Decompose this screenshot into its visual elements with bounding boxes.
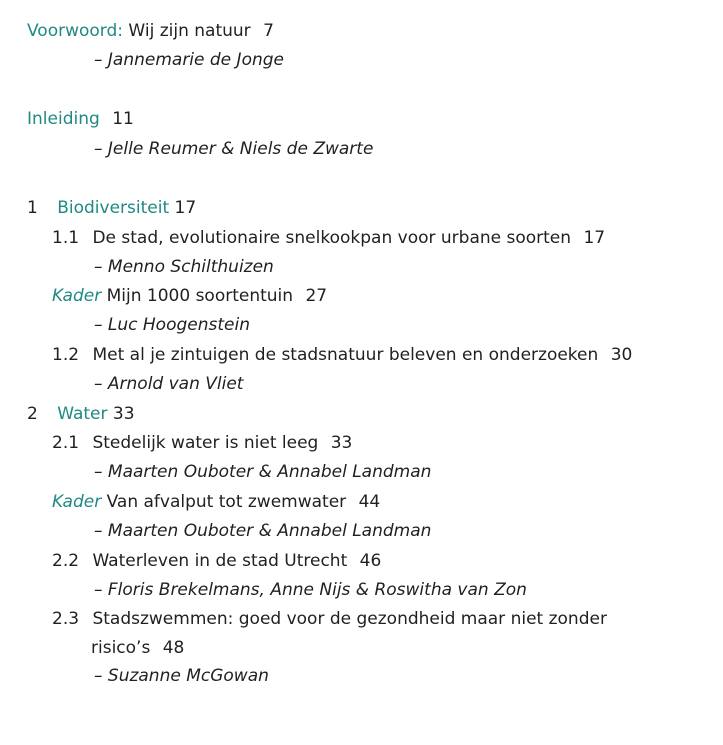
entry-author: – Jelle Reumer & Niels de Zwarte [94,139,374,159]
page-number: 44 [358,492,381,512]
chapter-heading [27,197,196,219]
chapter-title: Water [57,404,108,424]
toc-entry [52,344,632,366]
page-number: 33 [112,404,135,424]
entry-author: – Menno Schilthuizen [94,257,274,277]
entry-title: Van afvalput tot zwemwater [106,492,347,512]
entry-number: 2.3 [52,609,80,629]
page-number: 17 [583,228,606,248]
toc-entry-kader [52,285,327,307]
entry-title: Wij zijn natuur [128,21,251,41]
page-number: 46 [359,551,382,571]
page-number: 11 [112,109,134,129]
chapter-number: 1 [27,198,38,218]
entry-number: 1.1 [52,228,80,248]
entry-number: 1.2 [52,345,80,365]
chapter-number: 2 [27,404,38,424]
page-number: 17 [174,198,197,218]
page-number: 27 [305,286,328,306]
toc-entry [52,432,352,454]
toc-entry-continuation [91,637,184,659]
entry-author: – Luc Hoogenstein [94,315,250,335]
page-number: 7 [263,21,274,41]
entry-author: – Suzanne McGowan [94,666,269,686]
kader-label: Kader [52,286,102,306]
page-number: 48 [162,638,185,658]
page-number: 33 [330,433,353,453]
chapter-heading [27,403,135,425]
entry-author: – Maarten Ouboter & Annabel Landman [94,521,432,541]
toc-entry-inleiding [27,108,134,130]
entry-number: 2.1 [52,433,80,453]
entry-author: – Floris Brekelmans, Anne Nijs & Roswitha van Zon [94,580,527,600]
toc-entry-voorwoord [27,20,274,42]
entry-number: 2.2 [52,551,80,571]
section-label: Voorwoord: [27,21,124,41]
entry-title: Met al je zintuigen de stadsnatuur beleven en onderzoeken [92,345,599,365]
toc-entry [52,608,607,630]
entry-title: Stadszwemmen: goed voor de gezondheid maar niet zonder [92,609,607,629]
entry-title: Waterleven in de stad Utrecht [92,551,348,571]
entry-title-continued: risico’s [91,638,151,658]
entry-author: – Maarten Ouboter & Annabel Landman [94,462,432,482]
entry-title: Stedelijk water is niet leeg [92,433,319,453]
toc-entry [52,550,381,572]
kader-label: Kader [52,492,102,512]
toc-entry-kader [52,491,380,513]
section-label: Inleiding [27,109,100,129]
entry-author: – Arnold van Vliet [94,374,244,394]
toc-entry [52,227,605,249]
chapter-title: Biodiversiteit [57,198,170,218]
entry-title: De stad, evolutionaire snelkookpan voor urbane soorten [92,228,572,248]
entry-title: Mijn 1000 soortentuin [106,286,294,306]
page-number: 30 [610,345,633,365]
entry-author: – Jannemarie de Jonge [94,50,284,70]
